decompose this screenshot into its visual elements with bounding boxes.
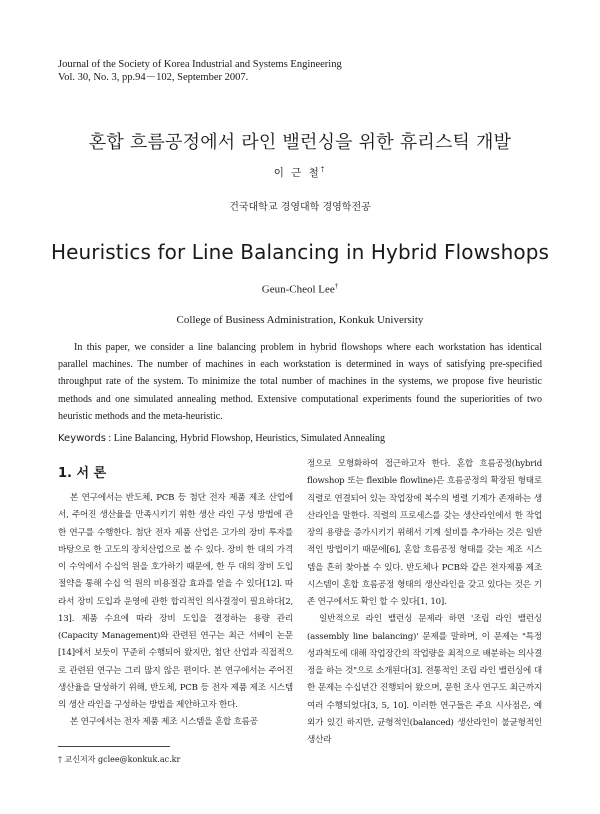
journal-name: Journal of the Society of Korea Industrial and Systems Engineering [58,59,342,70]
paragraph: 본 연구에서는 반도체, PCB 등 첨단 전자 제품 제조 산업에서, 주어진 생산율을 만족시키기 위한 생산 라인 구성 방법에 관한 연구를 수행한다. 첨단 전자 제품 산업은 고가의 장비 투자를 바탕으로 한 고도의 장치산업으로 볼 수 있다. 장비 한 대의 가격이 수억에서 수십억 원을 호가하기 때문에, 한 두 대의 장비 도입 절약을 통해 수십 억 원의 비용절감 효과를 얻을 수 있다[12]. 따라서 장비 도입과 운영에 관한 합리적인 의사결정이 필요하다[2, 13]. 제품 수요에 따라 장비 도입을 결정하는 용량 관리(Capacity Management)와 관련된 연구는 최근 서베이 논문[14]에서 보듯이 꾸준히 수행되어 왔지만, 첨단 산업과 직접적으로 관련된 연구는 그리 많지 않은 편이다. 본 연구에서는 주어진 생산율을 달성하기 위해, 반도체, PCB 등 전자 제품 제조 시스템의 생산 라인을 구성하는 방법을 제안하고자 한다. [58,493,293,710]
corresponding-mark-en: † [334,282,339,290]
english-author [0,282,600,296]
english-affiliation: College of Business Administration, Konkuk University [176,314,424,326]
korean-author [0,165,600,180]
footnote [58,754,180,765]
keywords [58,433,385,444]
korean-author-name: 이 근 철 [273,167,321,179]
paragraph: 본 연구에서는 전자 제품 제조 시스템을 혼합 흐름공 [70,717,258,728]
footnote-rule [58,746,170,747]
left-column [58,490,293,732]
keywords-label: Keywords [58,433,106,444]
keywords-separator: : [105,433,114,444]
english-title: Heuristics for Line Balancing in Hybrid Flowshops [50,240,550,264]
section-heading: 1. 서 론 [58,466,107,481]
abstract: In this paper, we consider a line balancing problem in hybrid flowshops where each workstation has identical parallel machines. The number of machines in each workstation is determined in ways of satisfying pre-specified throughput rate of the system. To minimize the total number of machines in the systems, we propose five heuristic methods and one simulated annealing method. Extensive computational experiments found the superiorities of two heuristic methods and the meta-heuristic. [58,342,542,422]
paragraph: 정으로 모형화하여 접근하고자 한다. 혼합 흐름공정(hybrid flowshop 또는 flexible flowline)은 흐름공정의 확장된 형태로 직렬로 연결되어 있는 작업장에 복수의 병렬 기계가 존재하는 생산라인을 말한다. 직렬의 프로세스를 갖는 생산라인에서 한 작업장의 용량을 증가시키기 위해서 기계 설비를 추가하는 것은 일반적인 방법이기 때문에[6], 혼합 흐름공정 형태를 갖는 제조 시스템을 흔히 찾아볼 수 있다. 반도체나 PCB와 같은 전자제품 제조 시스템이 혼합 흐름공정 형태의 생산라인을 갖고 있다는 것은 기존 연구에서도 확인 할 수 있다[1, 10]. [307,459,542,607]
corresponding-mark: † [320,165,327,174]
paragraph: 일반적으로 라인 밸런싱 문제라 하면 '조립 라인 밸런싱(assembly line balancing)' 문제를 말하며, 이 문제는 "특정 성과척도에 대해 작업장간의 작업량을 최적으로 배분하는 의사결정을 하는 것"으로 소개된다[3]. 전통적인 조립 라인 밸런싱에 대한 문제는 수십년간 진행되어 왔으며, 문헌 조사 연구도 최근까지 여러 수행되었다[3, 5, 10]. 이러한 연구들은 주요 시사점은, 예외가 있긴 하지만, 균형적인(balanced) 생산라인이 불균형적인 생산라 [307,614,542,745]
keywords-text: Line Balancing, Hybrid Flowshop, Heuristics, Simulated Annealing [113,433,386,444]
footnote-mark: † [58,755,62,764]
journal-header [58,58,342,84]
english-author-name: Geun-Cheol Lee [261,283,335,296]
korean-title: 혼합 흐름공정에서 라인 밸런싱을 위한 휴리스틱 개발 [88,132,512,153]
right-column [307,456,542,749]
footnote-text: 교신저자 gclee@konkuk.ac.kr [64,755,181,764]
journal-issue: Vol. 30, No. 3, pp.94－102, September 2007. [58,72,249,83]
korean-affiliation: 건국대학교 경영대학 경영학전공 [229,202,371,213]
